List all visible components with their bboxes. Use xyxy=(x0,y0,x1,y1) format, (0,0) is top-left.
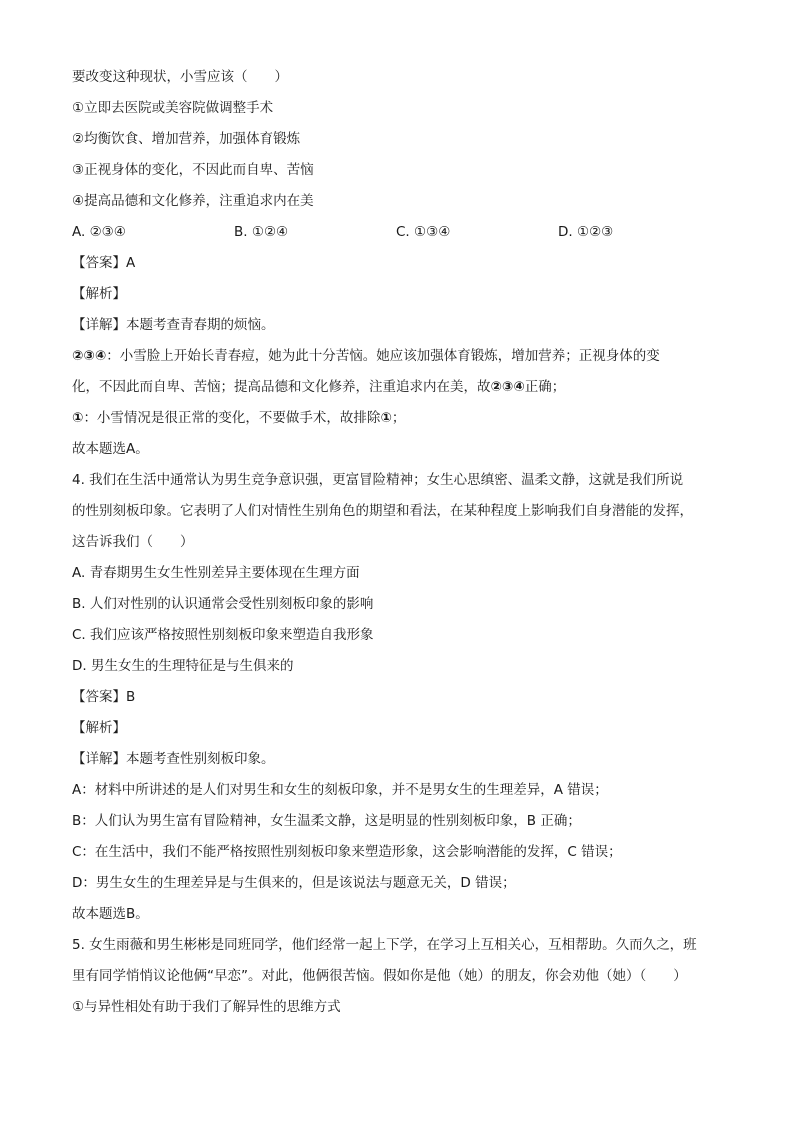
q4-stem-line-2: 的性别刻板印象。它表明了人们对情性生别角色的期望和看法，在某种程度上影响我们自身潜能的发挥， xyxy=(72,503,693,519)
q4-option-d: D. 男生女生的生理特征是与生俱来的 xyxy=(72,658,294,674)
q4-option-a: A. 青春期男生女生性别差异主要体现在生理方面 xyxy=(72,565,360,581)
q4-analysis-label: 【解析】 xyxy=(72,720,126,736)
q5-stem-line-2: 里有同学悄悄议论他俩“早恋”。对此，他俩很苦恼。假如你是他（她）的朋友，你会劝他（她）（ ） xyxy=(72,968,687,984)
q3-answer: 【答案】A xyxy=(72,255,136,271)
q3-explain-2-lead: ① xyxy=(72,410,84,426)
q5-item-1: ①与异性相处有助于我们了解异性的思维方式 xyxy=(72,999,341,1015)
q3-explain-line-3 xyxy=(72,403,732,434)
q3-explain-2-bold: ① xyxy=(380,410,392,426)
q4-stem-line-3: 这告诉我们（ ） xyxy=(72,534,194,550)
q3-option-d: D. ①②③ xyxy=(558,224,614,240)
q4-detail: 【详解】本题考查性别刻板印象。 xyxy=(72,751,275,767)
q3-explain-1b-bold: ②③④ xyxy=(490,379,525,395)
q3-option-b: B. ①②④ xyxy=(234,224,289,240)
q5-stem-line-1: 5. 女生雨薇和男生彬彬是同班同学，他们经常一起上下学，在学习上互相关心，互相帮助。久而久之，班 xyxy=(72,937,697,953)
q3-explain-1b-pre: 化，不因此而自卑、苦恼；提高品德和文化修养，注重追求内在美，故 xyxy=(72,379,491,395)
q3-item-1: ①立即去医院或美容院做调整手术 xyxy=(72,100,274,116)
q3-explain-line-2 xyxy=(72,372,732,403)
q4-explain-b: B：人们认为男生富有冒险精神，女生温柔文静，这是明显的性别刻板印象，B 正确； xyxy=(72,813,581,829)
q3-option-c: C. ①③④ xyxy=(396,224,451,240)
q3-item-2: ②均衡饮食、增加营养，加强体育锻炼 xyxy=(72,131,301,147)
q3-options xyxy=(72,217,732,248)
q3-analysis-label: 【解析】 xyxy=(72,286,126,302)
q3-item-3: ③正视身体的变化，不因此而自卑、苦恼 xyxy=(72,162,314,178)
q3-explain-1a: ：小雪脸上开始长青春痘，她为此十分苦恼。她应该加强体育锻炼，增加营养；正视身体的变 xyxy=(106,348,660,364)
q3-explain-2-post: ； xyxy=(391,410,406,426)
q3-explain-2-mid: ：小雪情况是很正常的变化，不要做手术，故排除 xyxy=(83,410,381,426)
q4-stem-line-1: 4. 我们在生活中通常认为男生竞争意识强，更富冒险精神；女生心思缜密、温柔文静，这就是我们所说 xyxy=(72,472,684,488)
q4-conclusion: 故本题选B。 xyxy=(72,906,149,922)
q4-explain-c: C：在生活中，我们不能严格按照性别刻板印象来塑造形象，这会影响潜能的发挥，C 错误； xyxy=(72,844,622,860)
document-page xyxy=(72,62,732,1023)
q3-explain-1-lead: ②③④ xyxy=(72,348,107,364)
q4-answer: 【答案】B xyxy=(72,689,136,705)
q4-explain-a: A：材料中所讲述的是人们对男生和女生的刻板印象，并不是男女生的生理差异，A 错误； xyxy=(72,782,608,798)
q3-stem: 要改变这种现状，小雪应该（ ） xyxy=(72,69,288,85)
q4-option-c: C. 我们应该严格按照性别刻板印象来塑造自我形象 xyxy=(72,627,374,643)
q3-item-4: ④提高品德和文化修养，注重追求内在美 xyxy=(72,193,314,209)
q3-explain-1b-post: 正确； xyxy=(524,379,566,395)
q3-option-a: A. ②③④ xyxy=(72,224,126,240)
q4-option-b: B. 人们对性别的认识通常会受性别刻板印象的影响 xyxy=(72,596,374,612)
q3-explain-line-1 xyxy=(72,341,732,372)
q3-conclusion: 故本题选A。 xyxy=(72,441,149,457)
q3-detail: 【详解】本题考查青春期的烦恼。 xyxy=(72,317,275,333)
q4-explain-d: D：男生女生的生理差异是与生俱来的，但是该说法与题意无关，D 错误； xyxy=(72,875,516,891)
